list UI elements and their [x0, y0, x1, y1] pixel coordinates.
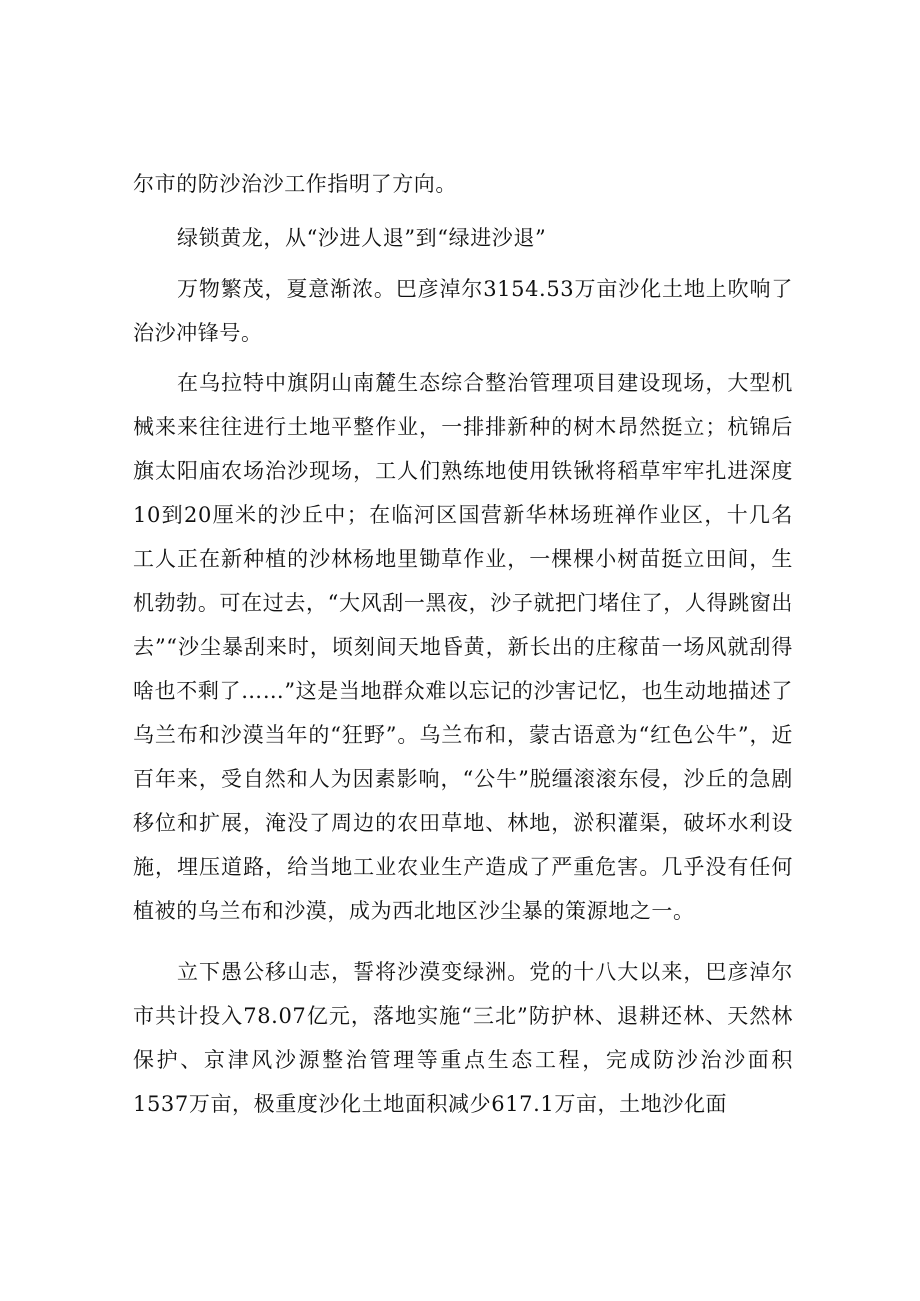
paragraph-3: 立下愚公移山志，誓将沙漠变绿洲。党的十八大以来，巴彦淖尔市共计投入78.07亿元，落地实施“三北”防护林、退耕还林、天然林保护、京津风沙源整治管理等重点生态工程，完成防沙治沙面积1537万亩，极重度沙化土地面积减少617.1万亩，土地沙化面 — [133, 960, 793, 1116]
continuation-paragraph: 尔市的防沙治沙工作指明了方向。 — [133, 172, 457, 196]
paragraph-1: 万物繁茂，夏意渐浓。巴彦淖尔3154.53万亩沙化土地上吹响了治沙冲锋号。 — [133, 277, 793, 345]
paragraph-2: 在乌拉特中旗阴山南麓生态综合整治管理项目建设现场，大型机械来来往往进行土地平整作业，一排排新种的树木昂然挺立；杭锦后旗太阳庙农场治沙现场，工人们熟练地使用铁锹将稻草牢牢扎进深度10到20厘米的沙丘中；在临河区国营新华林场班禅作业区，十几名工人正在新种植的沙林杨地里锄草作业，一棵棵小树苗挺立田间，生机勃勃。可在过去，“大风刮一黑夜，沙子就把门堵住了，人得跳窗出去”“沙尘暴刮来时，顷刻间天地昏黄，新长出的庄稼苗一场风就刮得啥也不剩了……”这是当地群众难以忘记的沙害记忆，也生动地描述了乌兰布和沙漠当年的“狂野”。乌兰布和，蒙古语意为“红色公牛”，近百年来，受自然和人为因素影响，“公牛”脱缰滚滚东侵，沙丘的急剧移位和扩展，淹没了周边的农田草地、林地，淤积灌渠，破坏水利设施，埋压道路，给当地工业农业生产造成了严重危害。几乎没有任何植被的乌兰布和沙漠，成为西北地区沙尘暴的策源地之一。 — [133, 371, 793, 923]
section-heading: 绿锁黄龙，从“沙进人退”到“绿进沙退” — [177, 226, 547, 250]
